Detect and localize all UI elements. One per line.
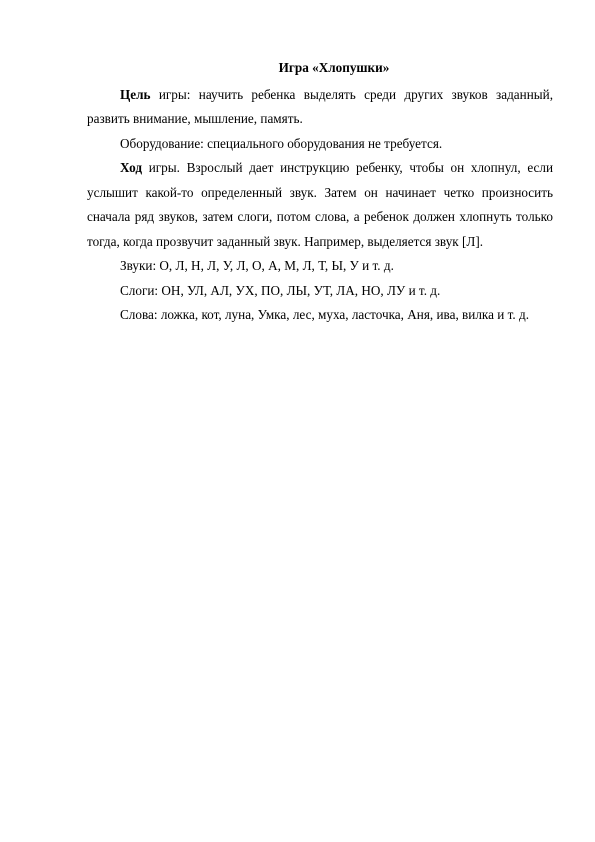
paragraph-procedure-lead: Ход: [120, 160, 143, 175]
paragraph-sounds: [87, 254, 553, 279]
paragraph-goal-text: игры: научить ребенка выделять среди других звуков заданный, развить внимание, мышление, память.: [87, 86, 553, 126]
paragraph-procedure-text: игры. Взрослый дает инструкцию ребенку, чтобы он хлопнул, если услышит какой-то определенный звук. Затем он начинает четко произносить сначала ряд звуков, затем слоги, потом слова, а ребенок должен хлопнуть только тогда, когда прозвучит заданный звук. Например, выделяется звук [Л].: [87, 160, 553, 249]
paragraph-goal: [87, 83, 553, 132]
paragraph-syllables-text: Слоги: ОН, УЛ, АЛ, УХ, ПО, ЛЫ, УТ, ЛА, НО, ЛУ и т. д.: [120, 282, 441, 298]
paragraph-sounds-text: Звуки: О, Л, Н, Л, У, Л, О, А, М, Л, Т, Ы, У и т. д.: [120, 258, 394, 273]
document-title: Игра «Хлопушки»: [278, 60, 390, 75]
paragraph-words: [87, 303, 553, 328]
paragraph-procedure: [87, 156, 553, 254]
paragraph-equipment: [87, 132, 553, 157]
paragraph-equipment-text: Оборудование: специального оборудования не требуется.: [120, 135, 443, 151]
document-body: [87, 56, 553, 328]
paragraph-syllables: [87, 279, 553, 304]
paragraph-goal-lead: Цель: [120, 86, 151, 102]
paragraph-words-text: Слова: ложка, кот, луна, Умка, лес, муха, ласточка, Аня, ива, вилка и т. д.: [120, 307, 530, 322]
